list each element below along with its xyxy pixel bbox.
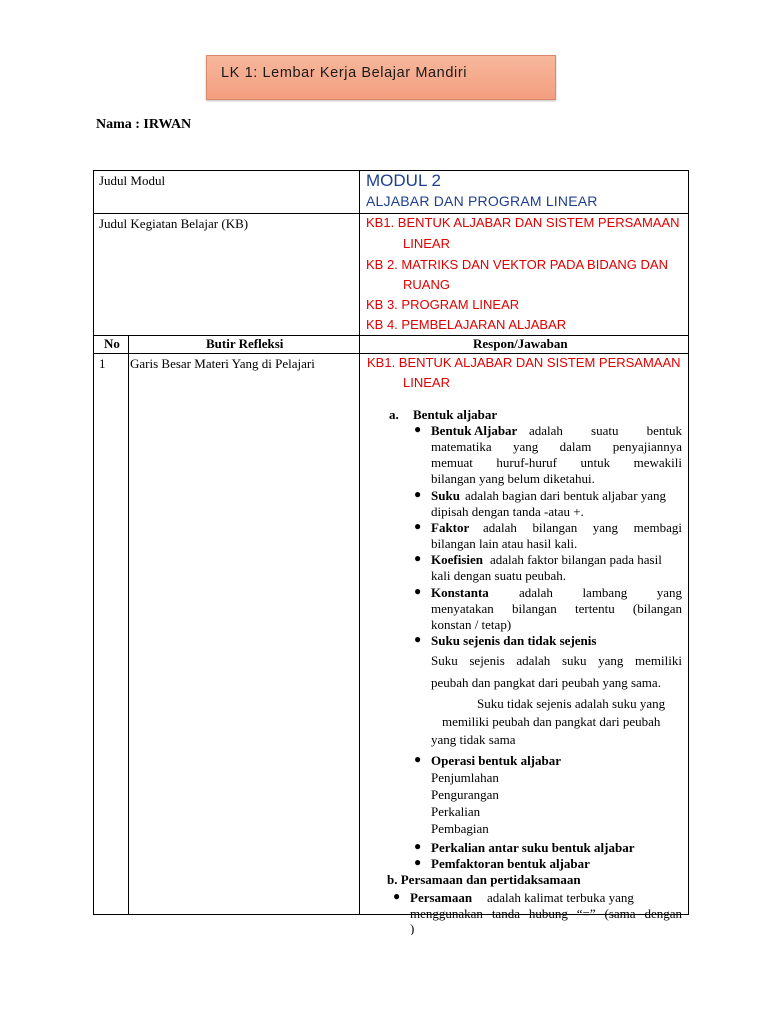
column-header-respon: Respon/Jawaban	[473, 336, 568, 351]
operasi-item: Pengurangan	[431, 787, 499, 802]
operasi-item: Penjumlahan	[431, 770, 499, 785]
suku-text: adalah bagian dari bentuk aljabar yang	[465, 488, 667, 503]
kb-item: LINEAR	[403, 236, 450, 251]
pemfaktoran-term: Pemfaktoran bentuk aljabar	[431, 856, 590, 871]
bullet-icon: ●	[414, 839, 422, 853]
kb-item: KB 2. MATRIKS DAN VEKTOR PADA BIDANG DAN	[366, 257, 668, 272]
bullet-icon: ●	[414, 422, 422, 436]
konstanta-text: adalah lambang yang	[519, 585, 682, 600]
persamaan-text: menggunakan tanda hubung “=” (sama dengan	[410, 906, 682, 921]
modul-number: MODUL 2	[366, 171, 441, 190]
column-header-butir: Butir Refleksi	[206, 336, 284, 351]
bentuk-text: memuat huruf-huruf untuk mewakili	[431, 455, 682, 470]
sejenis-text: Suku tidak sejenis adalah suku yang	[477, 696, 666, 711]
sejenis-text: memiliki peubah dan pangkat dari peubah	[442, 714, 661, 729]
bentuk-text: adalah suatu bentuk	[529, 423, 682, 438]
student-name: Nama : IRWAN	[96, 117, 192, 132]
bullet-icon: ●	[414, 855, 422, 869]
faktor-text: bilangan lain atau hasil kali.	[431, 536, 578, 551]
modul-title: ALJABAR DAN PROGRAM LINEAR	[366, 193, 598, 209]
bullet-icon: ●	[414, 487, 422, 501]
sejenis-text: yang tidak sama	[431, 732, 516, 747]
faktor-text: adalah bilangan yang membagi	[483, 520, 682, 535]
kb-item: KB1. BENTUK ALJABAR DAN SISTEM PERSAMAAN	[366, 215, 680, 230]
koefisien-text: kali dengan suatu peubah.	[431, 568, 567, 583]
suku-text: dipisah dengan tanda -atau +.	[431, 504, 584, 519]
suku-term: Suku	[431, 488, 460, 503]
kb-item: RUANG	[403, 277, 450, 292]
operasi-item: Pembagian	[431, 821, 489, 836]
kb-item: KB 3. PROGRAM LINEAR	[366, 297, 520, 312]
sejenis-text: Suku sejenis adalah suku yang memiliki	[431, 653, 682, 668]
persamaan-text: adalah kalimat terbuka yang	[487, 890, 634, 905]
konstanta-text: konstan / tetap)	[431, 617, 512, 632]
persamaan-term: Persamaan	[410, 890, 473, 905]
sejenis-term: Suku sejenis dan tidak sejenis	[431, 633, 597, 648]
bullet-icon: ●	[414, 752, 422, 766]
bullet-icon: ●	[414, 584, 422, 598]
bentuk-text: bilangan yang belum diketahui.	[431, 471, 595, 486]
bullet-icon: ●	[414, 519, 422, 533]
konstanta-term: Konstanta	[431, 585, 489, 600]
koefisien-term: Koefisien	[431, 552, 483, 567]
bullet-icon: ●	[414, 551, 422, 565]
sejenis-text: peubah dan pangkat dari peubah yang sama.	[431, 675, 661, 690]
section-b-title: b. Persamaan dan pertidaksamaan	[387, 872, 581, 887]
bullet-icon: ●	[414, 632, 422, 646]
kb1-heading-cont: LINEAR	[403, 375, 450, 390]
title-banner	[206, 55, 556, 100]
section-a-marker: a.	[389, 407, 399, 422]
persamaan-text: )	[410, 921, 415, 935]
row-number: 1	[99, 356, 106, 371]
bentuk-term: Bentuk Aljabar	[431, 423, 518, 438]
konstanta-text: menyatakan bilangan tertentu (bilangan	[431, 601, 682, 616]
butir-refleksi: Garis Besar Materi Yang di Pelajari	[130, 356, 315, 371]
kb1-heading: KB1. BENTUK ALJABAR DAN SISTEM PERSAMAAN	[367, 355, 681, 370]
operasi-term: Operasi bentuk aljabar	[431, 753, 562, 768]
bullet-icon: ●	[393, 889, 401, 903]
bentuk-text: matematika yang dalam penyajiannya	[431, 439, 682, 454]
koefisien-text: adalah faktor bilangan pada hasil	[490, 552, 662, 567]
judul-modul-label: Judul Modul	[99, 173, 166, 188]
section-a-title: Bentuk aljabar	[413, 407, 498, 422]
faktor-term: Faktor	[431, 520, 470, 535]
operasi-item: Perkalian	[431, 804, 481, 819]
judul-kb-label: Judul Kegiatan Belajar (KB)	[99, 216, 249, 231]
kb-item: KB 4. PEMBELAJARAN ALJABAR	[366, 317, 567, 332]
perkalian-term: Perkalian antar suku bentuk aljabar	[431, 840, 635, 855]
document-title: LK 1: Lembar Kerja Belajar Mandiri	[221, 65, 468, 81]
column-header-no: No	[104, 336, 120, 351]
